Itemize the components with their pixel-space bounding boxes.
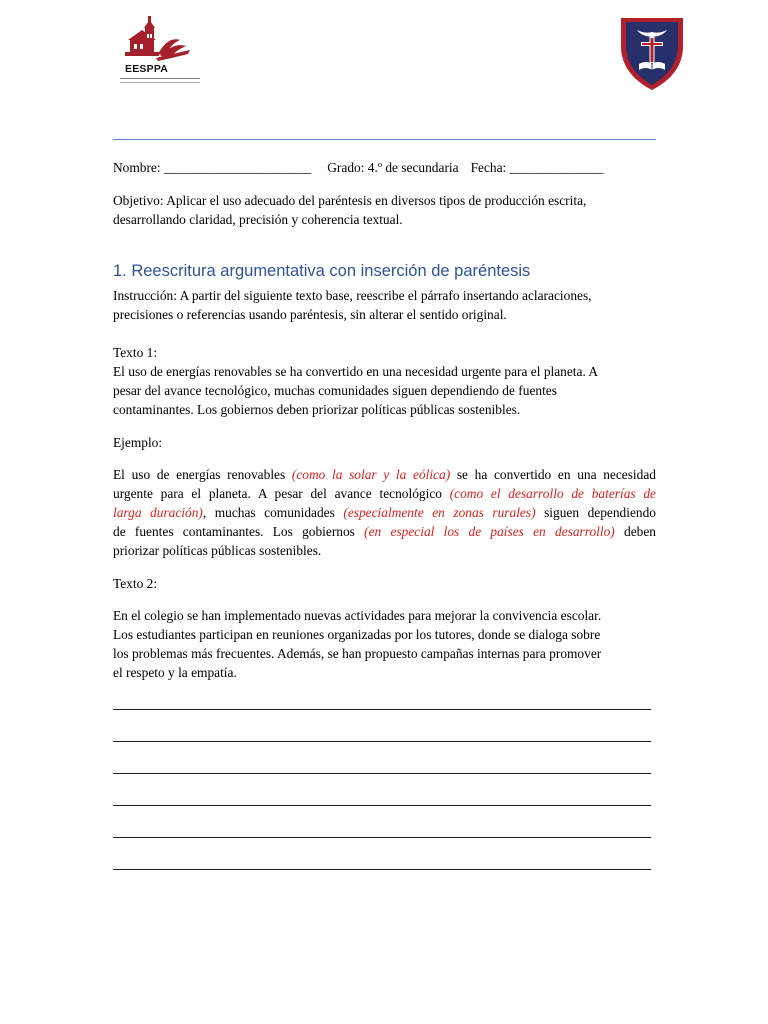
texto1-label: Texto 1: bbox=[113, 345, 158, 360]
school-shield-logo bbox=[619, 16, 685, 92]
school-building-icon bbox=[120, 14, 196, 64]
ejemplo-text: , muchas comunidades bbox=[202, 505, 344, 520]
texto2-line-2: Los estudiantes participan en reuniones organizadas por los tutores, donde se dialoga sobre bbox=[113, 627, 601, 642]
parenthetical-insert: (como el desarrollo de baterías de bbox=[449, 486, 656, 501]
answer-line[interactable] bbox=[113, 741, 651, 742]
texto1-line-1: El uso de energías renovables se ha convertido en una necesidad urgente para el planeta. A bbox=[113, 364, 599, 379]
answer-line[interactable] bbox=[113, 773, 651, 774]
answer-line[interactable] bbox=[113, 837, 651, 838]
grado-label: Grado: 4.º de secundaria bbox=[327, 160, 459, 175]
parenthetical-insert: larga duración) bbox=[113, 505, 203, 520]
ejemplo-text: se ha convertido en una necesidad bbox=[450, 467, 656, 482]
section-1-title: 1. Reescritura argumentativa con inserción de paréntesis bbox=[113, 262, 531, 280]
texto2-line-4: el respeto y la empatía. bbox=[113, 665, 237, 680]
ejemplo-line-2 bbox=[113, 484, 656, 504]
objetivo-line-2: desarrollando claridad, precisión y coherencia textual. bbox=[113, 212, 403, 227]
texto1-line-2: pesar del avance tecnológico, muchas comunidades siguen dependiendo de fuentes bbox=[113, 383, 557, 398]
ejemplo-line-5: priorizar políticas públicas sostenibles. bbox=[113, 543, 322, 558]
ejemplo-text: de fuentes contaminantes. Los gobiernos bbox=[113, 524, 365, 539]
ejemplo-label: Ejemplo: bbox=[113, 435, 163, 450]
texto2-line-1: En el colegio se han implementado nuevas actividades para mejorar la convivencia escolar. bbox=[113, 608, 602, 623]
texto2-line-3: los problemas más frecuentes. Además, se han propuesto campañas internas para promover bbox=[113, 646, 602, 661]
ejemplo-text: urgente para el planeta. A pesar del avance tecnológico bbox=[113, 486, 450, 501]
ejemplo-text: siguen dependiendo bbox=[535, 505, 656, 520]
texto2-label: Texto 2: bbox=[113, 576, 158, 591]
instruccion-line-1: Instrucción: A partir del siguiente texto base, reescribe el párrafo insertando aclaraciones, bbox=[113, 288, 592, 303]
texto1-line-3: contaminantes. Los gobiernos deben priorizar políticas públicas sostenibles. bbox=[113, 402, 521, 417]
nombre-field: Nombre: ______________________ bbox=[113, 160, 312, 175]
answer-line[interactable] bbox=[113, 709, 651, 710]
shield-icon bbox=[619, 16, 685, 92]
objetivo-line-1: Objetivo: Aplicar el uso adecuado del paréntesis en diversos tipos de producción escrita, bbox=[113, 193, 587, 208]
school-logo-left bbox=[120, 14, 196, 88]
ejemplo-line-1 bbox=[113, 465, 656, 485]
answer-line[interactable] bbox=[113, 869, 651, 870]
fecha-field: Fecha: ______________ bbox=[470, 160, 604, 175]
brand-name: EESPPA bbox=[125, 63, 169, 75]
parenthetical-insert: (como la solar y la eólica) bbox=[291, 467, 451, 482]
answer-line[interactable] bbox=[113, 805, 651, 806]
ejemplo-text: El uso de energías renovables bbox=[113, 467, 292, 482]
instruccion-line-2: precisiones o referencias usando paréntesis, sin alterar el sentido original. bbox=[113, 307, 507, 322]
header-divider bbox=[113, 139, 656, 140]
ejemplo-text: deben bbox=[614, 524, 657, 539]
ejemplo-line-4 bbox=[113, 522, 656, 542]
brand-tagline-line bbox=[120, 78, 200, 83]
student-info-row bbox=[113, 158, 603, 178]
ejemplo-line-3 bbox=[113, 503, 656, 523]
parenthetical-insert: (en especial los de países en desarrollo) bbox=[364, 524, 615, 539]
parenthetical-insert: (especialmente en zonas rurales) bbox=[343, 505, 536, 520]
